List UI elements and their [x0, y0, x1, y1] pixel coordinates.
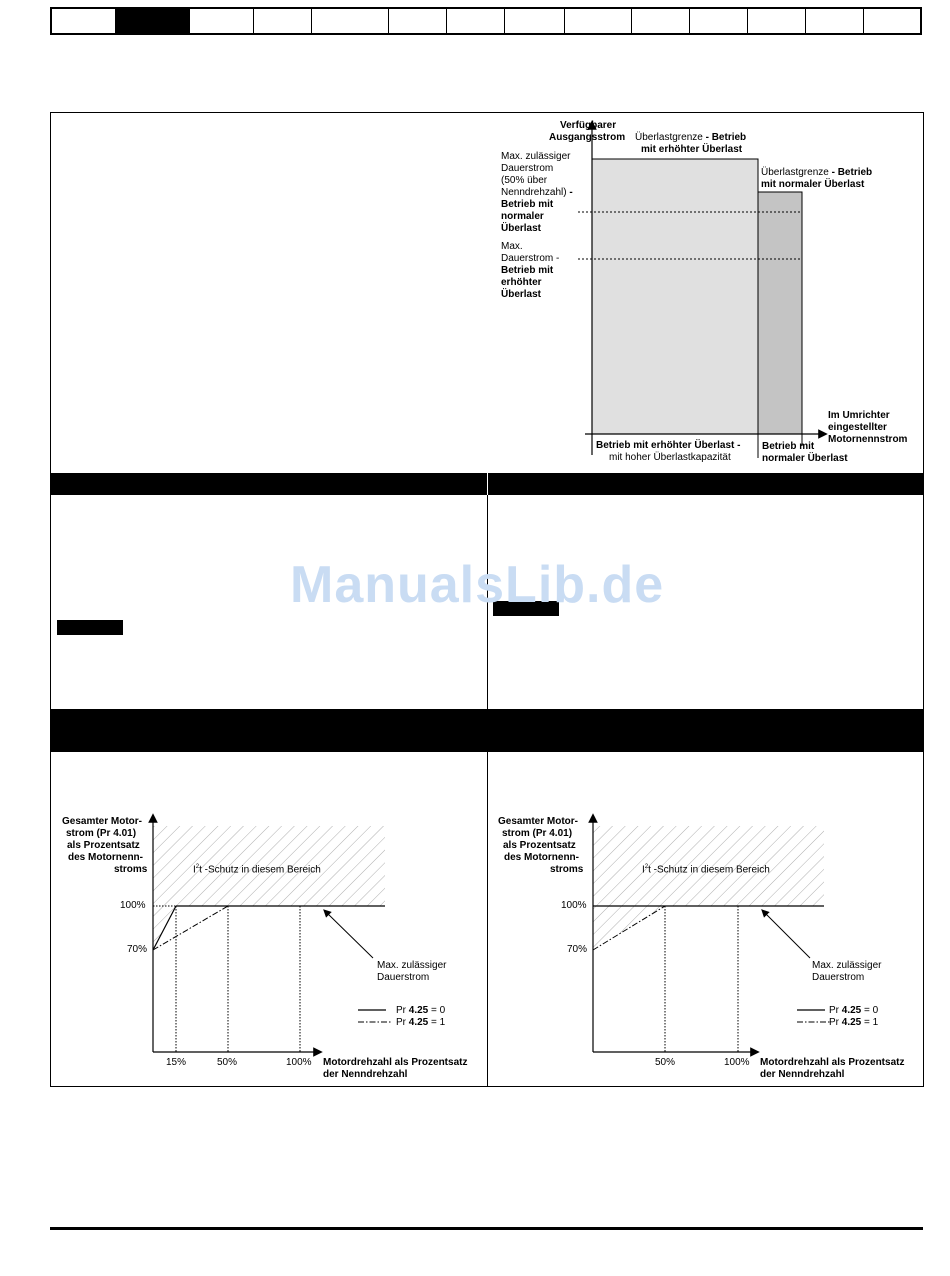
chart-right-annotation-2: Dauerstrom [812, 972, 865, 983]
max-heavy-label-5: Überlast [501, 289, 542, 300]
chart-left-annotation-2: Dauerstrom [377, 972, 430, 983]
normal-limit-label-1: Überlastgrenze - Betrieb [761, 167, 873, 178]
top-y-axis-label-1: Verfügbarer [560, 120, 617, 131]
normal-limit-label-2: mit normaler Überlast [761, 179, 865, 190]
max-normal-label-7: Überlast [501, 223, 542, 234]
chart-left-title-2: strom (Pr 4.01) [66, 828, 137, 839]
max-normal-label-4: Nenndrehzahl) - [501, 187, 573, 198]
chart-left-title-4: des Motornenn- [68, 852, 143, 863]
chart-left-annotation-1: Max. zulässiger [377, 960, 447, 971]
top-x-axis-label-3: Motornennstrom [828, 434, 908, 445]
max-heavy-label-1: Max. [501, 241, 523, 252]
chart-right-xlabel-2: der Nenndrehzahl [760, 1069, 845, 1080]
chart-left-xtick-15: 15% [166, 1057, 187, 1068]
chart-left-legend-1: Pr 4.25 = 0 [396, 1005, 446, 1016]
chart-right-legend-1: Pr 4.25 = 0 [829, 1005, 879, 1016]
heavy-limit-label-1: Überlastgrenze - Betrieb [635, 132, 747, 143]
chart-right-legend-2: Pr 4.25 = 1 [829, 1017, 879, 1028]
chart-left-title-1: Gesamter Motor- [62, 816, 143, 827]
annotation-arrow [764, 912, 810, 958]
max-heavy-label-4: erhöhter [501, 277, 542, 288]
chart-right-title-2: strom (Pr 4.01) [502, 828, 573, 839]
top-x-axis-label-2: eingestellter [828, 422, 887, 433]
chart-right-xtick-50: 50% [655, 1057, 676, 1068]
heavy-limit-label-2: mit erhöhter Überlast [641, 144, 743, 155]
max-normal-label-3: (50% über [501, 175, 548, 186]
chart-left-xlabel-1: Motordrehzahl als Prozentsatz [323, 1057, 468, 1068]
chart-left-ytick-100: 100% [120, 900, 146, 911]
watermark: ManualsLib.de [290, 556, 665, 614]
top-x-axis-label-1: Im Umrichter [828, 410, 890, 421]
chart-right-title-5: stroms [550, 864, 584, 875]
max-heavy-label-3: Betrieb mit [501, 265, 554, 276]
chart-left-title-5: stroms [114, 864, 148, 875]
max-heavy-label-2: Dauerstrom - [501, 253, 560, 264]
chart-right-region-label: $I^2t$ -Schutz in diesem Bereich [642, 864, 770, 876]
chart-left-region-label: $I^2t$ -Schutz in diesem Bereich [193, 864, 321, 876]
footer-rule [50, 1227, 923, 1230]
max-normal-label-2: Dauerstrom [501, 163, 554, 174]
heavy-region-label-2: mit hoher Überlastkapazität [609, 452, 731, 463]
chart-right-title-1: Gesamter Motor- [498, 816, 579, 827]
chart-left-ytick-70: 70% [127, 944, 148, 955]
chart-right-xlabel-1: Motordrehzahl als Prozentsatz [760, 1057, 905, 1068]
max-normal-label-6: normaler [501, 211, 544, 222]
heavy-region-label-1: Betrieb mit erhöhter Überlast - [596, 440, 741, 451]
chart-right-xtick-100: 100% [724, 1057, 750, 1068]
chart-right-annotation-1: Max. zulässiger [812, 960, 882, 971]
max-normal-label-1: Max. zulässiger [501, 151, 571, 162]
chart-right-ytick-100: 100% [561, 900, 587, 911]
max-normal-label-5: Betrieb mit [501, 199, 554, 210]
normal-region-label-1: Betrieb mit [762, 441, 815, 452]
normal-region-label-2: normaler Überlast [762, 453, 848, 464]
chart-left-xtick-100: 100% [286, 1057, 312, 1068]
chart-right-title-3: als Prozentsatz [503, 840, 576, 851]
chart-right-ytick-70: 70% [567, 944, 588, 955]
top-y-axis-label-2: Ausgangsstrom [549, 132, 626, 143]
chart-left-xtick-50: 50% [217, 1057, 238, 1068]
chart-left-legend-2: Pr 4.25 = 1 [396, 1017, 446, 1028]
chart-left-title-3: als Prozentsatz [67, 840, 140, 851]
chart-right-title-4: des Motornenn- [504, 852, 579, 863]
chart-left-xlabel-2: der Nenndrehzahl [323, 1069, 408, 1080]
